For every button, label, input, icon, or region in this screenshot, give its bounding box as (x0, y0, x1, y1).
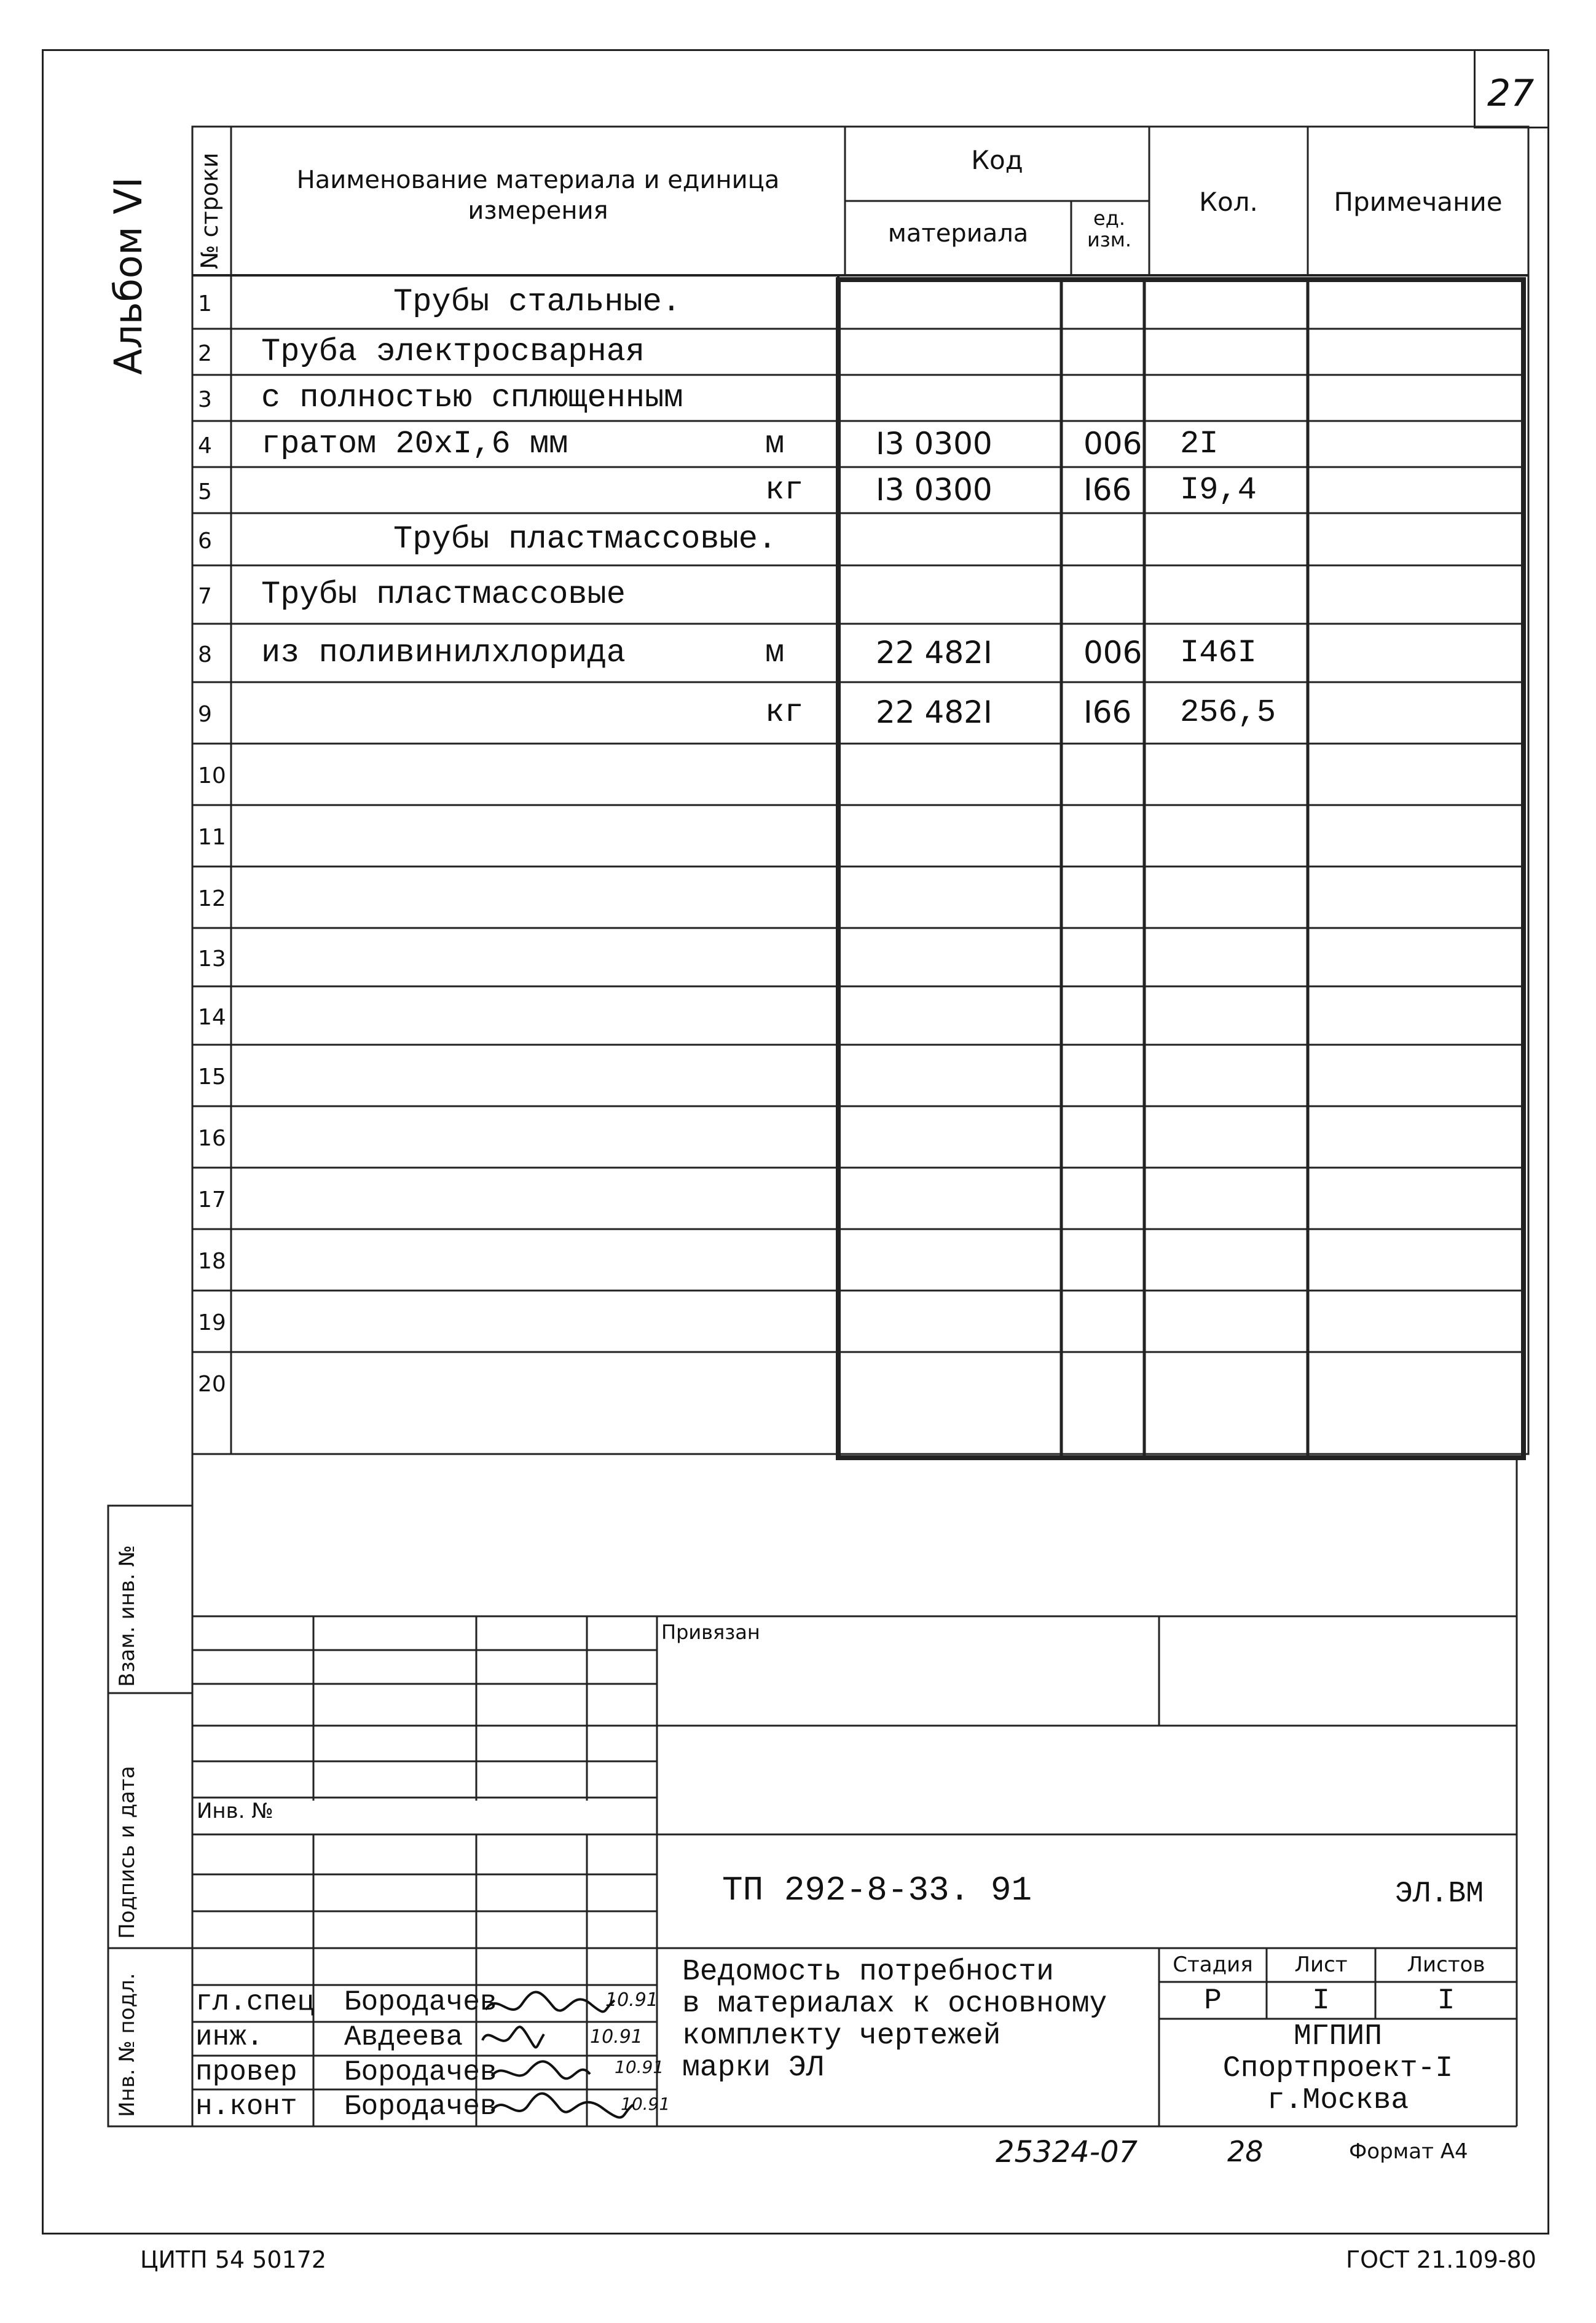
signer-name: Бородачев (344, 2056, 497, 2088)
signer-name: Авдеева (344, 2021, 463, 2053)
stamp-org-line: МГПИП (1293, 2020, 1383, 2053)
signer-role: н.конт (195, 2091, 297, 2123)
row-material-code: 22 482I (876, 634, 993, 670)
signer-date: 10.91 (621, 2094, 670, 2114)
header-code-material: материала (887, 219, 1029, 248)
signer-role: гл.спец (195, 1986, 315, 2018)
stamp-org-line: г.Москва (1267, 2084, 1409, 2117)
row-number: 7 (198, 583, 212, 609)
header-name (231, 165, 845, 226)
row-name: Трубы пластмассовые. (393, 521, 777, 557)
side-label-vzam: Взам. инв. № (115, 1545, 140, 1687)
side-label-inv-podl: Инв. № подл. (115, 1973, 140, 2117)
stamp-mark: ЭЛ.ВМ (1395, 1877, 1484, 1911)
row-number: 16 (198, 1126, 226, 1151)
row-number: 3 (198, 387, 212, 412)
stamp-stage: Р (1204, 1984, 1222, 2018)
signer-name: Бородачев (344, 2091, 497, 2123)
stamp-sheet-label: Лист (1294, 1952, 1348, 1977)
row-qty: 256,5 (1180, 694, 1276, 731)
stamp-title-line: комплекту чертежей (682, 2019, 1001, 2053)
row-number: 18 (198, 1249, 226, 1274)
signer-name: Бородачев (344, 1986, 497, 2018)
row-unit-code: 006 (1083, 634, 1142, 670)
row-name: Труба электросварная (261, 333, 645, 370)
row-name: с полностью сплющенным (261, 379, 683, 416)
stamp-title-line: Ведомость потребности (682, 1955, 1054, 1989)
row-number: 1 (198, 291, 212, 316)
stamp-privyazan: Привязан (661, 1621, 760, 1644)
row-number: 20 (198, 1372, 226, 1397)
side-label-podpis: Подпись и дата (115, 1766, 140, 1939)
stamp-stage-label: Стадия (1173, 1952, 1253, 1977)
row-unit-code: I66 (1083, 694, 1132, 730)
row-material-code: 22 482I (876, 694, 993, 730)
header-qty: Кол. (1199, 187, 1258, 217)
row-name: Трубы стальные. (393, 283, 682, 320)
header-code: Код (971, 145, 1023, 175)
row-unit: м (765, 425, 785, 462)
stamp-sheets-label: Листов (1407, 1952, 1485, 1977)
row-number: 11 (198, 825, 226, 850)
stamp-title-line: марки ЭЛ (682, 2051, 824, 2085)
stamp-doc-code: ТП 292-8-33. 91 (722, 1871, 1032, 1910)
signer-date: 10.91 (590, 2026, 643, 2048)
row-name: Трубы пластмассовые (261, 576, 626, 613)
stamp-sheets: I (1437, 1984, 1455, 2018)
row-number: 12 (198, 886, 226, 911)
row-material-code: I3 0300 (876, 425, 993, 462)
row-number: 8 (198, 642, 212, 667)
row-unit: кг (765, 694, 804, 731)
header-name-text: Наименование материала и единица измерения (296, 166, 780, 225)
signer-role: провер (195, 2056, 297, 2088)
row-number: 13 (198, 946, 226, 972)
stamp-title-line: в материалах к основному (682, 1987, 1107, 2021)
row-number: 4 (198, 433, 212, 458)
row-name: из поливинилхлорида (261, 634, 626, 671)
signer-date: 10.91 (605, 1989, 658, 2011)
album-label: Альбом VI (106, 177, 151, 375)
header-note: Примечание (1334, 187, 1503, 217)
bottom-number: 25324-07 (996, 2135, 1138, 2169)
row-number: 5 (198, 479, 212, 505)
row-unit-code: 006 (1083, 425, 1142, 462)
row-material-code: I3 0300 (876, 471, 993, 508)
header-row-number: № строки (196, 152, 223, 269)
page-number: 27 (1487, 72, 1535, 115)
row-qty: I46I (1180, 634, 1257, 671)
row-unit: кг (765, 471, 804, 508)
row-unit: м (765, 634, 785, 671)
stamp-org-line: Спортпроект-I (1222, 2052, 1453, 2085)
row-name: гратом 20хI,6 мм (261, 425, 568, 462)
row-number: 10 (198, 763, 226, 788)
row-number: 17 (198, 1187, 226, 1213)
row-number: 14 (198, 1004, 226, 1030)
row-qty: I9,4 (1180, 471, 1257, 508)
row-number: 15 (198, 1064, 226, 1090)
stamp-sheet: I (1312, 1984, 1330, 2018)
stamp-inv-no: Инв. № (197, 1799, 273, 1823)
row-number: 19 (198, 1310, 226, 1335)
bottom-right-gost: ГОСТ 21.109-80 (1346, 2246, 1536, 2273)
row-unit-code: I66 (1083, 471, 1132, 508)
signer-date: 10.91 (615, 2057, 664, 2077)
signer-role: инж. (195, 2021, 264, 2053)
row-number: 6 (198, 528, 212, 554)
bottom-format: Формат А4 (1349, 2139, 1468, 2164)
row-qty: 2I (1180, 425, 1219, 462)
header-code-unit: ед. изм. (1087, 206, 1132, 252)
row-number: 9 (198, 702, 212, 727)
bottom-left-code: ЦИТП 54 50172 (140, 2246, 327, 2273)
bottom-page: 28 (1227, 2135, 1264, 2168)
row-number: 2 (198, 340, 212, 366)
